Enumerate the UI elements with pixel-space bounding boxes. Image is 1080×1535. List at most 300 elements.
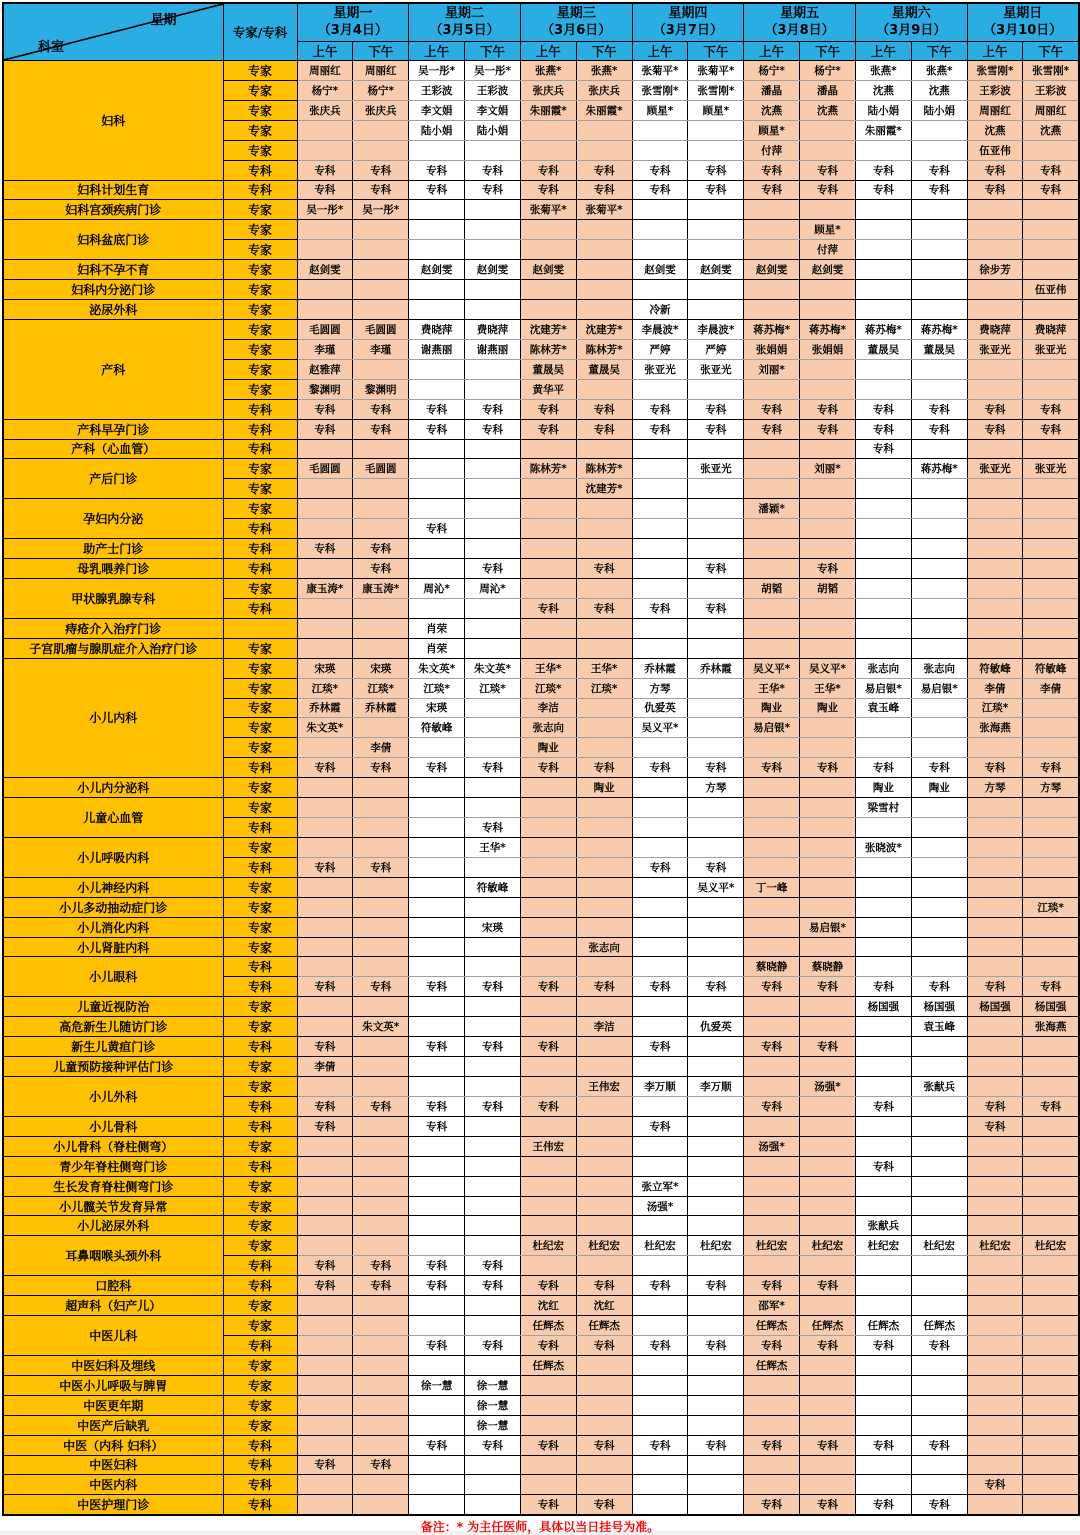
schedule-cell bbox=[297, 997, 353, 1017]
dept-cell: 妇科 bbox=[3, 61, 223, 181]
schedule-cell bbox=[911, 439, 967, 459]
schedule-cell: 专科 bbox=[409, 1336, 465, 1356]
schedule-cell bbox=[465, 1355, 521, 1375]
dept-cell: 妇科计划生育 bbox=[3, 180, 223, 200]
schedule-cell bbox=[800, 120, 856, 140]
schedule-cell bbox=[465, 379, 521, 399]
schedule-cell: 专科 bbox=[353, 1096, 409, 1116]
schedule-cell bbox=[465, 459, 521, 479]
schedule-cell: 专科 bbox=[353, 180, 409, 200]
dept-cell: 小儿多动抽动症门诊 bbox=[3, 897, 223, 917]
schedule-cell bbox=[967, 1455, 1023, 1475]
schedule-cell bbox=[744, 1156, 800, 1176]
schedule-cell: 乔林霞 bbox=[632, 658, 688, 678]
schedule-cell bbox=[409, 957, 465, 977]
schedule-cell bbox=[1023, 1176, 1079, 1196]
role-cell: 专科 bbox=[223, 1037, 297, 1057]
schedule-cell bbox=[911, 140, 967, 160]
schedule-cell bbox=[353, 1116, 409, 1136]
schedule-cell bbox=[911, 1475, 967, 1495]
schedule-cell: 专科 bbox=[688, 419, 744, 439]
schedule-cell bbox=[353, 937, 409, 957]
schedule-cell: 杜纪宏 bbox=[911, 1236, 967, 1256]
schedule-row bbox=[3, 897, 1079, 917]
schedule-cell: 专科 bbox=[1023, 1096, 1079, 1116]
schedule-cell bbox=[353, 300, 409, 320]
schedule-cell bbox=[855, 957, 911, 977]
schedule-cell: 宋瑛 bbox=[353, 658, 409, 678]
schedule-cell bbox=[632, 240, 688, 260]
schedule-cell: 张庆兵 bbox=[297, 100, 353, 120]
schedule-row bbox=[3, 1176, 1079, 1196]
schedule-cell bbox=[576, 698, 632, 718]
schedule-cell bbox=[688, 120, 744, 140]
schedule-cell bbox=[520, 857, 576, 877]
schedule-cell: 张志向 bbox=[576, 937, 632, 957]
schedule-cell: 专科 bbox=[465, 1435, 521, 1455]
schedule-cell bbox=[800, 1196, 856, 1216]
schedule-cell: 专科 bbox=[576, 399, 632, 419]
schedule-cell: 专科 bbox=[855, 1156, 911, 1176]
dept-cell: 子宫肌瘤与腺肌症介入治疗门诊 bbox=[3, 638, 223, 658]
schedule-cell bbox=[465, 140, 521, 160]
schedule-cell: 专科 bbox=[520, 598, 576, 618]
schedule-cell bbox=[353, 499, 409, 519]
schedule-cell: 专科 bbox=[855, 758, 911, 778]
dept-cell: 中医更年期 bbox=[3, 1395, 223, 1415]
schedule-cell bbox=[911, 379, 967, 399]
role-cell: 专科 bbox=[223, 559, 297, 579]
schedule-cell bbox=[297, 598, 353, 618]
schedule-cell bbox=[465, 1196, 521, 1216]
schedule-cell: 吴义平* bbox=[688, 877, 744, 897]
schedule-cell bbox=[632, 1136, 688, 1156]
schedule-cell bbox=[911, 738, 967, 758]
am-header: 上午 bbox=[967, 42, 1023, 61]
schedule-cell: 专科 bbox=[855, 399, 911, 419]
schedule-cell bbox=[409, 1156, 465, 1176]
schedule-cell: 符敏峰 bbox=[409, 718, 465, 738]
schedule-cell: 李洁 bbox=[520, 698, 576, 718]
schedule-cell bbox=[465, 1136, 521, 1156]
schedule-cell: 专科 bbox=[353, 1256, 409, 1276]
schedule-cell bbox=[297, 1415, 353, 1435]
schedule-cell: 杜纪宏 bbox=[1023, 1236, 1079, 1256]
schedule-cell bbox=[1023, 1455, 1079, 1475]
schedule-cell bbox=[911, 1375, 967, 1395]
schedule-cell: 任辉杰 bbox=[911, 1316, 967, 1336]
role-cell: 专家 bbox=[223, 61, 297, 81]
schedule-cell bbox=[800, 479, 856, 499]
schedule-cell bbox=[688, 300, 744, 320]
schedule-cell bbox=[800, 1395, 856, 1415]
schedule-cell bbox=[409, 1077, 465, 1097]
pm-header: 下午 bbox=[688, 42, 744, 61]
schedule-cell bbox=[1023, 1136, 1079, 1156]
schedule-cell bbox=[688, 818, 744, 838]
schedule-cell: 张献兵 bbox=[855, 1216, 911, 1236]
schedule-cell bbox=[576, 917, 632, 937]
role-cell: 专家 bbox=[223, 339, 297, 359]
schedule-cell: 专科 bbox=[911, 758, 967, 778]
schedule-cell bbox=[576, 439, 632, 459]
schedule-cell bbox=[967, 897, 1023, 917]
schedule-cell: 专科 bbox=[744, 1037, 800, 1057]
schedule-cell bbox=[855, 857, 911, 877]
schedule-cell bbox=[744, 1475, 800, 1495]
dept-cell: 高危新生儿随访门诊 bbox=[3, 1017, 223, 1037]
schedule-cell bbox=[576, 300, 632, 320]
schedule-cell: 专科 bbox=[297, 1116, 353, 1136]
schedule-cell bbox=[855, 1475, 911, 1495]
schedule-cell: 仇爱英 bbox=[688, 1017, 744, 1037]
schedule-cell bbox=[855, 1256, 911, 1276]
schedule-cell: 王彩波 bbox=[967, 80, 1023, 100]
schedule-cell bbox=[911, 618, 967, 638]
schedule-cell: 沈燕 bbox=[967, 120, 1023, 140]
pm-header: 下午 bbox=[800, 42, 856, 61]
schedule-cell: 周丽红 bbox=[353, 61, 409, 81]
role-cell: 专科 bbox=[223, 1475, 297, 1495]
schedule-cell bbox=[800, 778, 856, 798]
schedule-cell bbox=[967, 1495, 1023, 1515]
schedule-cell bbox=[576, 1216, 632, 1236]
schedule-cell: 张亚光 bbox=[967, 339, 1023, 359]
schedule-cell bbox=[520, 957, 576, 977]
schedule-cell: 专科 bbox=[911, 180, 967, 200]
schedule-cell bbox=[465, 1316, 521, 1336]
schedule-cell bbox=[465, 300, 521, 320]
schedule-row bbox=[3, 260, 1079, 280]
schedule-cell bbox=[353, 1355, 409, 1375]
dept-cell: 小儿眼科 bbox=[3, 957, 223, 997]
schedule-cell bbox=[800, 1136, 856, 1156]
schedule-cell bbox=[353, 260, 409, 280]
schedule-row bbox=[3, 1355, 1079, 1375]
schedule-cell bbox=[465, 1176, 521, 1196]
schedule-cell: 蒋苏梅* bbox=[855, 319, 911, 339]
dept-cell: 痔疮介入治疗门诊 bbox=[3, 618, 223, 638]
schedule-cell: 专科 bbox=[576, 758, 632, 778]
schedule-cell bbox=[967, 578, 1023, 598]
schedule-cell bbox=[744, 1017, 800, 1037]
schedule-cell bbox=[520, 1017, 576, 1037]
day-name: 星期一 bbox=[333, 5, 373, 21]
schedule-cell bbox=[632, 578, 688, 598]
schedule-cell: 张菊平* bbox=[632, 61, 688, 81]
schedule-cell: 专科 bbox=[800, 1276, 856, 1296]
schedule-cell bbox=[911, 957, 967, 977]
schedule-cell: 杨国强 bbox=[855, 997, 911, 1017]
schedule-cell: 符敏峰 bbox=[967, 658, 1023, 678]
schedule-row bbox=[3, 837, 1079, 857]
schedule-cell: 专科 bbox=[688, 758, 744, 778]
schedule-cell: 周沁* bbox=[465, 578, 521, 598]
dept-cell: 小儿骨科 bbox=[3, 1116, 223, 1136]
role-cell: 专家 bbox=[223, 1355, 297, 1375]
schedule-cell bbox=[465, 798, 521, 818]
schedule-cell bbox=[353, 778, 409, 798]
pm-header: 下午 bbox=[911, 42, 967, 61]
schedule-cell: 专科 bbox=[297, 399, 353, 419]
schedule-cell bbox=[520, 578, 576, 598]
schedule-cell bbox=[632, 1495, 688, 1515]
schedule-cell bbox=[800, 837, 856, 857]
dept-cell: 新生儿黄疸门诊 bbox=[3, 1037, 223, 1057]
schedule-cell: 康玉涛* bbox=[353, 578, 409, 598]
schedule-cell bbox=[855, 638, 911, 658]
schedule-cell: 专科 bbox=[353, 419, 409, 439]
schedule-cell: 毛圆圆 bbox=[353, 459, 409, 479]
schedule-cell: 毛圆圆 bbox=[297, 319, 353, 339]
schedule-cell bbox=[911, 280, 967, 300]
schedule-cell: 专科 bbox=[409, 519, 465, 539]
schedule-cell bbox=[855, 240, 911, 260]
schedule-cell bbox=[576, 798, 632, 818]
role-cell: 专家 bbox=[223, 220, 297, 240]
schedule-cell bbox=[967, 638, 1023, 658]
day-header-7 bbox=[967, 3, 1079, 42]
schedule-row bbox=[3, 1057, 1079, 1077]
schedule-cell bbox=[297, 1196, 353, 1216]
schedule-cell: 谢燕丽 bbox=[465, 339, 521, 359]
schedule-cell bbox=[520, 1415, 576, 1435]
schedule-cell bbox=[800, 997, 856, 1017]
schedule-cell bbox=[576, 738, 632, 758]
schedule-cell: 任辉杰 bbox=[520, 1355, 576, 1375]
schedule-cell: 专科 bbox=[632, 1276, 688, 1296]
schedule-cell: 陶业 bbox=[855, 778, 911, 798]
schedule-cell: 蔡晓静 bbox=[800, 957, 856, 977]
role-cell bbox=[223, 618, 297, 638]
schedule-row bbox=[3, 280, 1079, 300]
role-cell: 专家 bbox=[223, 1375, 297, 1395]
schedule-cell bbox=[855, 1176, 911, 1196]
schedule-cell bbox=[1023, 1196, 1079, 1216]
schedule-cell bbox=[520, 1057, 576, 1077]
schedule-cell bbox=[353, 140, 409, 160]
schedule-cell bbox=[1023, 379, 1079, 399]
dept-cell: 青少年脊柱侧弯门诊 bbox=[3, 1156, 223, 1176]
schedule-cell: 专科 bbox=[744, 399, 800, 419]
schedule-cell bbox=[409, 837, 465, 857]
schedule-cell bbox=[465, 1455, 521, 1475]
day-name: 星期四 bbox=[668, 5, 708, 21]
schedule-cell: 顾星* bbox=[800, 220, 856, 240]
role-cell: 专科 bbox=[223, 1435, 297, 1455]
schedule-cell bbox=[688, 1375, 744, 1395]
schedule-cell: 专科 bbox=[911, 419, 967, 439]
schedule-row bbox=[3, 61, 1079, 81]
role-cell: 专科 bbox=[223, 598, 297, 618]
schedule-cell bbox=[409, 598, 465, 618]
schedule-cell: 江琰* bbox=[353, 678, 409, 698]
schedule-cell bbox=[688, 379, 744, 399]
schedule-cell: 专科 bbox=[465, 1276, 521, 1296]
schedule-cell bbox=[967, 1017, 1023, 1037]
schedule-cell bbox=[855, 1136, 911, 1156]
schedule-cell: 乔林霞 bbox=[353, 698, 409, 718]
schedule-cell bbox=[688, 1037, 744, 1057]
role-cell: 专科 bbox=[223, 399, 297, 419]
schedule-cell: 专科 bbox=[967, 977, 1023, 997]
dept-cell: 儿童近视防治 bbox=[3, 997, 223, 1017]
schedule-cell: 冷新 bbox=[632, 300, 688, 320]
schedule-cell bbox=[1023, 638, 1079, 658]
schedule-cell bbox=[409, 1415, 465, 1435]
schedule-cell bbox=[967, 220, 1023, 240]
schedule-cell bbox=[744, 818, 800, 838]
schedule-table bbox=[2, 2, 1080, 1516]
schedule-cell: 专科 bbox=[1023, 758, 1079, 778]
schedule-cell bbox=[353, 1216, 409, 1236]
day-date: （3月4日） bbox=[317, 22, 388, 38]
schedule-cell bbox=[855, 200, 911, 220]
schedule-cell bbox=[632, 140, 688, 160]
schedule-cell bbox=[855, 1196, 911, 1216]
schedule-row bbox=[3, 499, 1079, 519]
schedule-cell bbox=[967, 300, 1023, 320]
schedule-cell: 张亚光 bbox=[1023, 459, 1079, 479]
schedule-cell bbox=[800, 798, 856, 818]
schedule-cell: 专科 bbox=[967, 399, 1023, 419]
schedule-cell: 专科 bbox=[297, 758, 353, 778]
schedule-cell: 沈燕 bbox=[744, 100, 800, 120]
schedule-cell: 吴一彤* bbox=[409, 61, 465, 81]
role-cell: 专科 bbox=[223, 1116, 297, 1136]
schedule-cell bbox=[800, 280, 856, 300]
role-cell: 专家 bbox=[223, 997, 297, 1017]
role-cell: 专家 bbox=[223, 1296, 297, 1316]
schedule-cell bbox=[520, 1077, 576, 1097]
schedule-cell: 杜纪宏 bbox=[576, 1236, 632, 1256]
dept-cell: 甲状腺乳腺专科 bbox=[3, 578, 223, 618]
schedule-cell bbox=[632, 479, 688, 499]
schedule-cell bbox=[855, 1077, 911, 1097]
schedule-cell: 张雪刚* bbox=[967, 61, 1023, 81]
schedule-cell: 专科 bbox=[744, 1276, 800, 1296]
schedule-cell: 陆小娟 bbox=[911, 100, 967, 120]
schedule-cell bbox=[1023, 1156, 1079, 1176]
schedule-cell bbox=[632, 1296, 688, 1316]
role-cell: 专科 bbox=[223, 1455, 297, 1475]
schedule-cell bbox=[911, 1136, 967, 1156]
schedule-cell bbox=[1023, 698, 1079, 718]
schedule-cell: 王彩波 bbox=[1023, 80, 1079, 100]
schedule-row bbox=[3, 877, 1079, 897]
schedule-cell bbox=[855, 818, 911, 838]
schedule-cell bbox=[576, 638, 632, 658]
schedule-cell bbox=[744, 1176, 800, 1196]
schedule-cell bbox=[353, 917, 409, 937]
schedule-cell: 周沁* bbox=[409, 578, 465, 598]
schedule-cell: 宋瑛 bbox=[465, 917, 521, 937]
schedule-cell: 毛圆圆 bbox=[297, 459, 353, 479]
schedule-cell: 专科 bbox=[911, 399, 967, 419]
schedule-row bbox=[3, 658, 1079, 678]
schedule-cell bbox=[1023, 1077, 1079, 1097]
dept-cell: 妇科宫颈疾病门诊 bbox=[3, 200, 223, 220]
schedule-cell bbox=[1023, 798, 1079, 818]
schedule-cell: 张立军* bbox=[632, 1176, 688, 1196]
schedule-cell bbox=[576, 240, 632, 260]
schedule-cell bbox=[1023, 559, 1079, 579]
dept-cell: 母乳喂养门诊 bbox=[3, 559, 223, 579]
schedule-cell: 李万顺 bbox=[688, 1077, 744, 1097]
schedule-cell bbox=[353, 1057, 409, 1077]
schedule-cell bbox=[967, 359, 1023, 379]
role-cell: 专家 bbox=[223, 897, 297, 917]
role-cell: 专科 bbox=[223, 1156, 297, 1176]
schedule-cell bbox=[1023, 200, 1079, 220]
schedule-cell bbox=[465, 738, 521, 758]
schedule-cell bbox=[1023, 140, 1079, 160]
schedule-cell: 专科 bbox=[744, 1495, 800, 1515]
schedule-cell bbox=[911, 220, 967, 240]
schedule-cell: 赵剑雯 bbox=[632, 260, 688, 280]
schedule-cell bbox=[409, 1355, 465, 1375]
schedule-cell bbox=[855, 897, 911, 917]
schedule-cell: 张菊平* bbox=[520, 200, 576, 220]
schedule-cell: 赵剑雯 bbox=[409, 260, 465, 280]
schedule-cell: 严婷 bbox=[688, 339, 744, 359]
am-header: 上午 bbox=[520, 42, 576, 61]
dept-cell: 产后门诊 bbox=[3, 459, 223, 499]
schedule-cell bbox=[297, 818, 353, 838]
schedule-cell bbox=[688, 1216, 744, 1236]
schedule-cell bbox=[353, 120, 409, 140]
schedule-cell bbox=[520, 897, 576, 917]
schedule-cell: 专科 bbox=[465, 977, 521, 997]
role-cell: 专家 bbox=[223, 837, 297, 857]
schedule-cell: 专科 bbox=[688, 1276, 744, 1296]
schedule-cell bbox=[1023, 479, 1079, 499]
schedule-cell bbox=[800, 738, 856, 758]
schedule-cell: 汤强* bbox=[632, 1196, 688, 1216]
schedule-cell: 朱文英* bbox=[465, 658, 521, 678]
schedule-cell bbox=[297, 220, 353, 240]
schedule-cell bbox=[465, 479, 521, 499]
schedule-row bbox=[3, 220, 1079, 240]
schedule-cell bbox=[465, 280, 521, 300]
schedule-cell bbox=[1023, 1336, 1079, 1356]
schedule-cell bbox=[409, 1057, 465, 1077]
schedule-cell bbox=[520, 240, 576, 260]
schedule-cell: 康玉涛* bbox=[297, 578, 353, 598]
schedule-cell bbox=[409, 1236, 465, 1256]
schedule-cell bbox=[520, 300, 576, 320]
schedule-cell: 江琰* bbox=[967, 698, 1023, 718]
schedule-cell: 沈建芳* bbox=[520, 319, 576, 339]
schedule-cell bbox=[576, 857, 632, 877]
schedule-cell: 张晓波* bbox=[855, 837, 911, 857]
schedule-cell bbox=[1023, 1216, 1079, 1236]
schedule-cell bbox=[967, 917, 1023, 937]
schedule-cell: 专科 bbox=[688, 1435, 744, 1455]
schedule-cell bbox=[967, 1057, 1023, 1077]
schedule-cell bbox=[744, 559, 800, 579]
schedule-cell bbox=[967, 857, 1023, 877]
schedule-cell bbox=[800, 140, 856, 160]
schedule-cell bbox=[911, 1276, 967, 1296]
schedule-cell bbox=[911, 1096, 967, 1116]
am-header: 上午 bbox=[297, 42, 353, 61]
schedule-cell: 李倩 bbox=[1023, 678, 1079, 698]
schedule-row bbox=[3, 1136, 1079, 1156]
schedule-cell bbox=[744, 519, 800, 539]
schedule-cell: 专科 bbox=[632, 1116, 688, 1136]
schedule-cell bbox=[688, 897, 744, 917]
